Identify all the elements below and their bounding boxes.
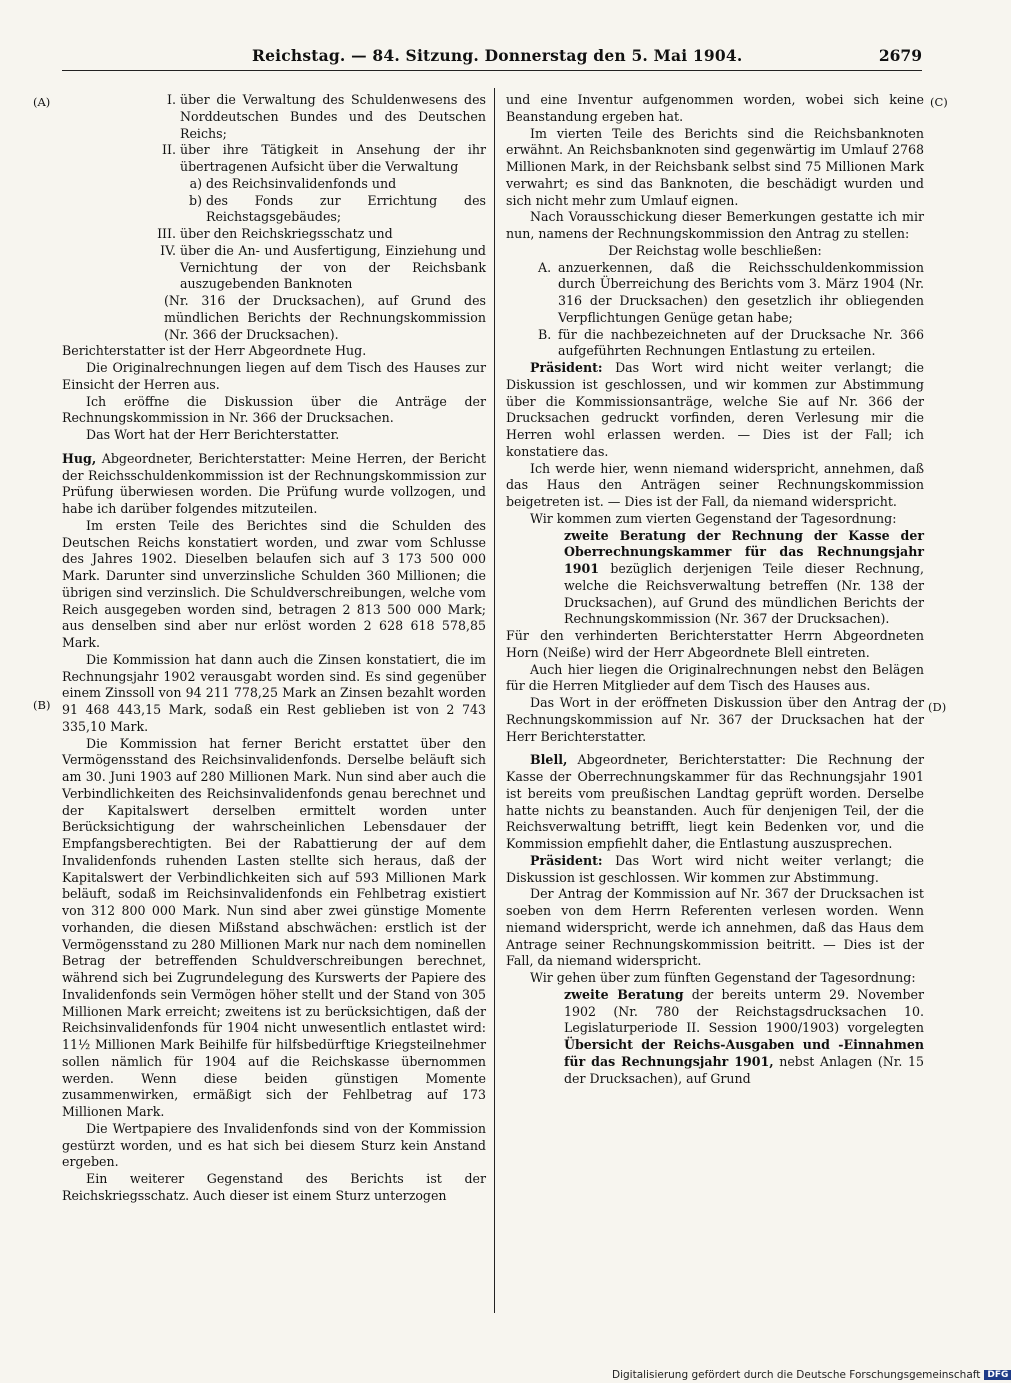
paragraph-text: Die Originalrechnungen liegen auf dem Tisch des Hauses zur Einsicht der Herren aus. [62, 360, 486, 392]
agenda-item-title: Übersicht der Reichs-Ausgaben und -Einnahmen für das Rechnungsjahr 1901, [564, 1037, 924, 1069]
agenda-item-title: zweite Beratung [564, 986, 684, 1002]
paragraph: Auch hier liegen die Originalrechnungen nebst den Belägen für die Herren Mitglieder auf dem Tisch des Hauses aus. [506, 661, 924, 694]
paragraph-text: Abgeordneter, Berichterstatter: Meine Herren, der Bericht der Reichsschuldenkommission ist der Rechnungskommission zur Prüfung überwiesen worden. Die Prüfung wurde vollzogen, und habe ich darüber folgendes mitzuteilen. [62, 450, 486, 516]
footer-text: Digitalisierung gefördert durch die Deutsche Forschungsgemeinschaft [612, 1369, 981, 1381]
agenda-list-item [62, 142, 486, 176]
speech-text: Abgeordneter, Berichterstatter: Die Rechnung der Kasse der Oberrechnungskammer für das Rechnungsjahr 1901 ist bereits vom preußischen Landtag geprüft worden. Derselbe hatte nichts zu beanstanden. Auch für denjenigen Teil, der die Reichsverwaltung betrifft, liegt kein Bedenken vor, und die Kommission empfiehlt daher, die Entlastung auszusprechen. [506, 752, 924, 851]
margin-mark-a: (A) [33, 95, 51, 109]
list-marker: III. [157, 226, 176, 241]
paragraph: Ich werde hier, wenn niemand widerspricht, annehmen, daß das Haus den Anträgen seiner Rechnungskommission beigetreten ist. — Dies ist der Fall, da niemand widerspricht. [506, 460, 924, 509]
paragraph [506, 752, 924, 853]
speaker-name: Blell, [530, 752, 568, 768]
paragraph-text: Ich eröffne die Diskussion über die Anträge der Rechnungskommission in Nr. 366 der Drucksachen. [62, 393, 486, 426]
paragraph-text: Die Wertpapiere des Invalidenfonds sind von der Kommission gestürzt worden, und es hat sich bei diesem Sturz kein Anstand ergeben. [62, 1120, 486, 1170]
paragraph [62, 343, 486, 360]
list-item-text: über die Verwaltung des Schuldenwesens des Norddeutschen Bundes und des Deutschen Reichs; [180, 92, 486, 141]
left-column [62, 92, 486, 1322]
resolution-mark: B. [538, 326, 552, 342]
paragraph: Wir kommen zum vierten Gegenstand der Tagesordnung: [530, 510, 897, 526]
resolution-text: für die nachbezeichneten auf der Drucksache Nr. 366 aufgeführten Rechnungen Entlastung zu erteilen. [558, 326, 924, 359]
resolution-intro: Der Reichstag wolle beschließen: [608, 242, 822, 258]
paragraph-text: Ein weiterer Gegenstand des Berichts ist der Reichskriegsschatz. Auch dieser ist einem Sturz unterzogen [62, 1171, 486, 1203]
items-reference: (Nr. 316 der Drucksachen), auf Grund des mündlichen Berichts der Rechnungskommission (Nr. 366 der Drucksachen). [164, 293, 486, 342]
agenda-list [62, 92, 486, 293]
margin-mark-b: (B) [33, 698, 51, 712]
paragraph: Für den verhinderten Berichterstatter Herrn Abgeordneten Horn (Neiße) wird der Herr Abgeordnete Blell eintreten. [506, 628, 924, 660]
paragraph [62, 652, 486, 736]
margin-mark-d: (D) [928, 700, 947, 714]
list-item-text: über die An- und Ausfertigung, Einziehung und Vernichtung der von der Reichsbank auszugebenden Banknoten [180, 242, 486, 292]
margin-mark-c: (C) [930, 95, 948, 109]
speech-text: Das Wort wird nicht weiter verlangt; die Diskussion ist geschlossen. Wir kommen zur Abstimmung. [506, 852, 924, 885]
agenda-list-item [62, 243, 486, 293]
left-paragraphs [62, 343, 486, 1204]
paragraph-text: Die Kommission hat ferner Bericht erstattet über den Vermögensstand des Reichsinvalidenfonds. Derselbe beläuft sich am 30. Juni 1903 auf 280 Millionen Mark. Nun sind aber auch die Verbindlichkeiten des Reichsinvalidenfonds genau berechnet und der Kapitalswert derselben ermittelt worden unter Berücksichtigung der wahrscheinlichen Lebensdauer der Empfangsberechtigten. Bei der Rabattierung der auf dem Invalidenfonds ruhenden Lasten stellte sich heraus, daß der Kapitalswert der Verbindlichkeiten sich auf 593 Millionen Mark beläuft, sodaß im Reichsinvalidenfonds ein Fehlbetrag existiert von 312 800 000 Mark. Nun sind aber zwei günstige Momente vorhanden, die diesen Mißstand abschwächen: erstlich ist der Vermögensstand zu 280 Millionen Mark nur nach dem nominellen Betrag der betreffenden Schuldverschreibungen berechnet, während sich bei Zugrundelegung des Kurswerts der Papiere des Invalidenfonds sein Vermögen höher stellt und der Stand von 305 Millionen Mark erreicht; zweitens ist zu berücksichtigen, daß der Reichsinvalidenfonds für 1904 nicht unwesentlich entlastet wird: 11½ Millionen Mark Beihilfe für hilfsbedürftige Kriegsteilnehmer sollen nämlich für 1904 auf die Reichskasse übernommen werden. Wenn diese beiden günstigen Momente zusammenwirken, ermäßigt sich der Fehlbetrag auf 173 Millionen Mark. [62, 735, 486, 1119]
paragraph: Das Wort in der eröffneten Diskussion über den Antrag der Rechnungskommission auf Nr. 367 der Drucksachen hat der Herr Berichterstatter. [506, 695, 924, 744]
paragraph-text: Im ersten Teile des Berichtes sind die Schulden des Deutschen Reichs konstatiert worden, und zwar vom Schlusse des Jahres 1902. Dieselben belaufen sich auf 3 173 500 000 Mark. Darunter sind unverzinsliche Schulden 360 Millionen; die übrigen sind verzinslich. Die Schuldverschreibungen, welche vom Reich ausgegeben worden sind, betragen 2 813 500 000 Mark; aus denselben sind aber nur erlöst worden 2 628 618 578,85 Mark. [62, 517, 486, 650]
list-marker: a) [189, 175, 202, 191]
page-number: 2679 [878, 46, 922, 65]
agenda-list-item [62, 92, 486, 142]
paragraph [62, 1121, 486, 1171]
list-marker: I. [167, 92, 176, 107]
speaker-name: Präsident: [530, 852, 603, 868]
column-rule [494, 88, 495, 1313]
right-column [506, 92, 924, 1322]
resolution-mark: A. [538, 259, 552, 275]
paragraph [62, 1171, 486, 1205]
dfg-logo: DFG [984, 1370, 1011, 1380]
speaker-name: Hug, [62, 450, 97, 466]
list-marker: II. [162, 142, 176, 158]
paragraph [62, 518, 486, 652]
resolution-a [506, 260, 924, 327]
paragraph [506, 360, 924, 461]
speech-text: Das Wort wird nicht weiter verlangt; die Diskussion ist geschlossen, und wir kommen zur Abstimmung über die Kommissionsanträge, welche Sie auf Nr. 366 der Drucksachen gedruckt vorfinden, deren Verlesung mir die Herren wohl erlassen werden. — Dies ist der Fall; ich konstatiere das. [506, 360, 924, 459]
agenda-item-5 [506, 987, 924, 1088]
paragraph: Wir gehen über zum fünften Gegenstand der Tagesordnung: [530, 970, 916, 985]
paragraph [62, 360, 486, 394]
resolution-text: anzuerkennen, daß die Reichsschuldenkommission durch Überreichung des Berichts vom 3. März 1904 (Nr. 316 der Drucksachen) den gesetzlich ihr obliegenden Verpflichtungen Genüge getan habe; [558, 259, 924, 325]
footer-credit [612, 1369, 1011, 1381]
paragraph [62, 736, 486, 1121]
agenda-item-4 [506, 528, 924, 629]
paragraph: und eine Inventur aufgenommen worden, wobei sich keine Beanstandung ergeben hat. [506, 92, 924, 124]
resolution-b [506, 327, 924, 361]
agenda-item-text: der bereits unterm 29. November 1902 (Nr. 780 der Reichstagsdrucksachen 10. Legislaturperiode II. Session 1900/1903) vorgelegten [564, 986, 924, 1036]
list-item-text: über ihre Tätigkeit in Ansehung der ihr übertragenen Aufsicht über die Verwaltung [180, 142, 486, 174]
agenda-list-item [62, 226, 486, 243]
list-item-text: des Fonds zur Errichtung des Reichstagsgebäudes; [206, 192, 486, 225]
paragraph: Im vierten Teile des Berichts sind die Reichsbanknoten erwähnt. An Reichsbanknoten sind gegenwärtig im Umlauf 2768 Millionen Mark, in der Reichsbank selbst sind 75 Millionen Mark verwahrt; es sind das Banknoten, die beschädigt wurden und sich nicht mehr zum Umlauf eignen. [506, 125, 924, 208]
agenda-list-item [62, 176, 486, 193]
agenda-list-item [62, 193, 486, 227]
agenda-item-title: zweite Beratung der Rechnung der Kasse der Oberrechnungskammer für das Rechnungsjahr 1901 [564, 527, 924, 576]
list-item-text: des Reichsinvalidenfonds und [206, 175, 397, 191]
paragraph [62, 427, 486, 444]
agenda-item-text: nebst Anlagen (Nr. 15 der Drucksachen), auf Grund [564, 1053, 924, 1086]
list-item-text: über den Reichskriegsschatz und [180, 226, 393, 241]
paragraph [506, 853, 924, 887]
header-title: Reichstag. — 84. Sitzung. Donnerstag den 5. Mai 1904. [252, 46, 743, 65]
paragraph [62, 451, 486, 518]
paragraph-text: Berichterstatter ist der Herr Abgeordnete Hug. [62, 343, 367, 359]
running-header [62, 44, 922, 71]
list-marker: b) [189, 192, 202, 208]
paragraph [62, 394, 486, 428]
speaker-name: Präsident: [530, 360, 603, 375]
paragraph: Nach Vorausschickung dieser Bemerkungen gestatte ich mir nun, namens der Rechnungskommission den Antrag zu stellen: [506, 209, 924, 241]
paragraph: Der Antrag der Kommission auf Nr. 367 der Drucksachen ist soeben von dem Herrn Referenten verlesen worden. Wenn niemand widerspricht, werde ich annehmen, daß das Haus dem Antrage seiner Rechnungskommission beitritt. — Dies ist der Fall, da niemand widerspricht. [506, 886, 924, 969]
paragraph-text: Das Wort hat der Herr Berichterstatter. [86, 427, 340, 442]
paragraph-text: Die Kommission hat dann auch die Zinsen konstatiert, die im Rechnungsjahr 1902 verausgabt worden sind. Es sind gegenüber einem Zinssoll von 94 211 778,25 Mark an Zinsen bezahlt worden 91 468 443,15 Mark, sodaß ein Rest geblieben ist von 2 743 335,10 Mark. [62, 651, 486, 734]
list-marker: IV. [160, 242, 176, 258]
agenda-item-text: bezüglich derjenigen Teile dieser Rechnung, welche die Reichsverwaltung betreffen (Nr. 138 der Drucksachen), auf Grund des mündlichen Berichts der Rechnungskommission (Nr. 367 der Drucksachen). [564, 561, 924, 627]
